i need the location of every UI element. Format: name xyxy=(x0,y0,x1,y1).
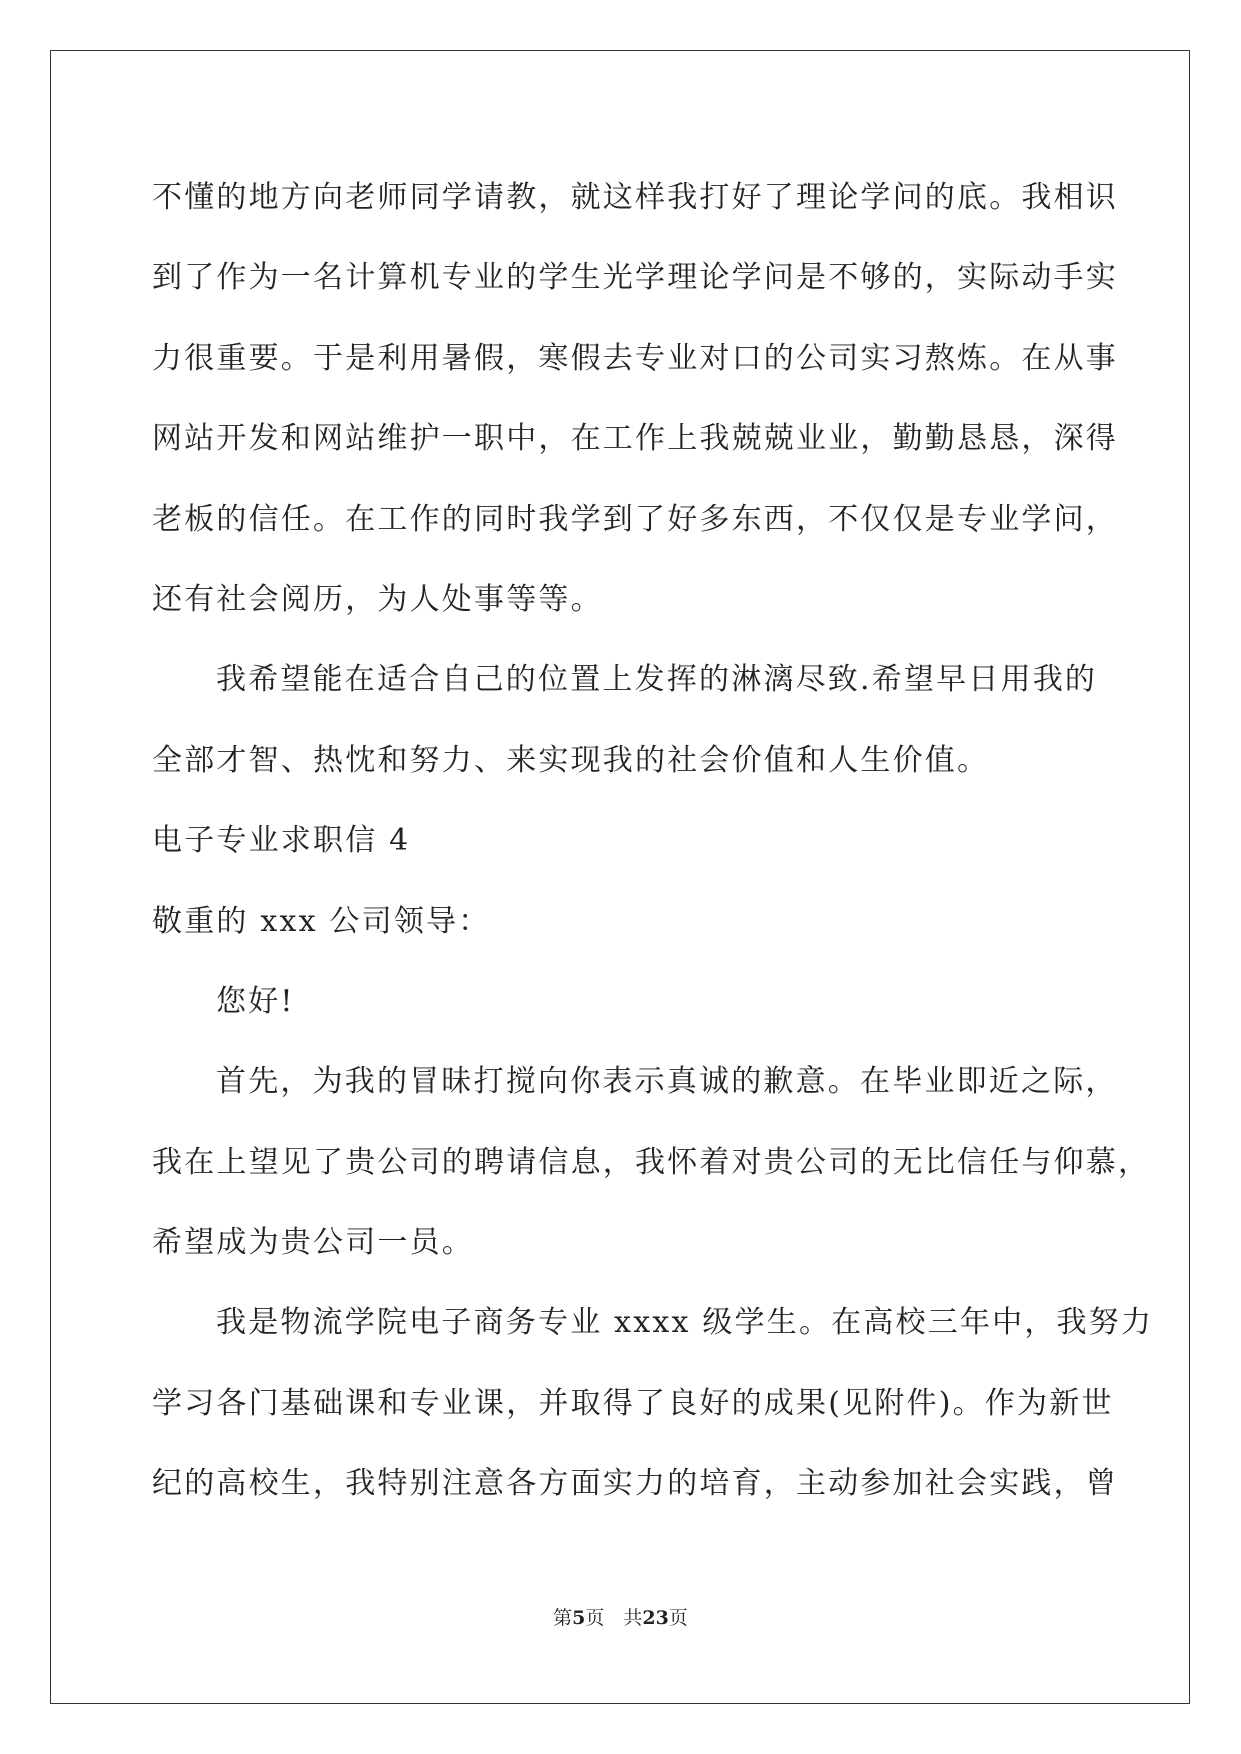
text-line: 我希望能在适合自己的位置上发挥的淋漓尽致.希望早日用我的 xyxy=(216,662,1098,698)
text-line: 到了作为一名计算机专业的学生光学理论学问是不够的，实际动手实 xyxy=(152,260,1118,296)
text-line: 首先，为我的冒昧打搅向你表示真诚的歉意。在毕业即近之际， xyxy=(216,1064,1118,1100)
text-line: 纪的高校生，我特别注意各方面实力的培育，主动参加社会实践，曾 xyxy=(152,1466,1118,1502)
salutation: 敬重的 xxx 公司领导： xyxy=(152,903,491,939)
document-body xyxy=(152,158,1154,1525)
text-line: 我是物流学院电子商务专业 xxxx 级学生。在高校三年中，我努力 xyxy=(216,1305,1154,1341)
footer-prefix: 第 xyxy=(553,1607,573,1629)
text-line: 老板的信任。在工作的同时我学到了好多东西，不仅仅是专业学问， xyxy=(152,501,1118,537)
greeting: 您好! xyxy=(216,983,295,1019)
footer-middle: 页 共 xyxy=(585,1607,643,1629)
page-number: 5 xyxy=(572,1607,586,1629)
text-line: 网站开发和网站维护一职中，在工作上我兢兢业业，勤勤恳恳，深得 xyxy=(152,421,1118,457)
text-line: 不懂的地方向老师同学请教，就这样我打好了理论学问的底。我相识 xyxy=(152,180,1118,215)
text-line: 还有社会阅历，为人处事等等。 xyxy=(152,581,603,617)
section-title: 电子专业求职信 4 xyxy=(152,823,411,859)
text-line: 全部才智、热忱和努力、来实现我的社会价值和人生价值。 xyxy=(152,742,990,778)
text-line: 力很重要。于是利用暑假，寒假去专业对口的公司实习熬炼。在从事 xyxy=(152,340,1118,376)
total-pages: 23 xyxy=(642,1607,669,1629)
text-line: 我在上望见了贵公司的聘请信息，我怀着对贵公司的无比信任与仰慕， xyxy=(152,1144,1151,1180)
text-line: 学习各门基础课和专业课，并取得了良好的成果(见附件)。作为新世 xyxy=(152,1385,1114,1421)
text-line: 希望成为贵公司一员。 xyxy=(152,1225,474,1261)
page-footer xyxy=(0,1606,1241,1630)
footer-suffix: 页 xyxy=(668,1607,688,1629)
